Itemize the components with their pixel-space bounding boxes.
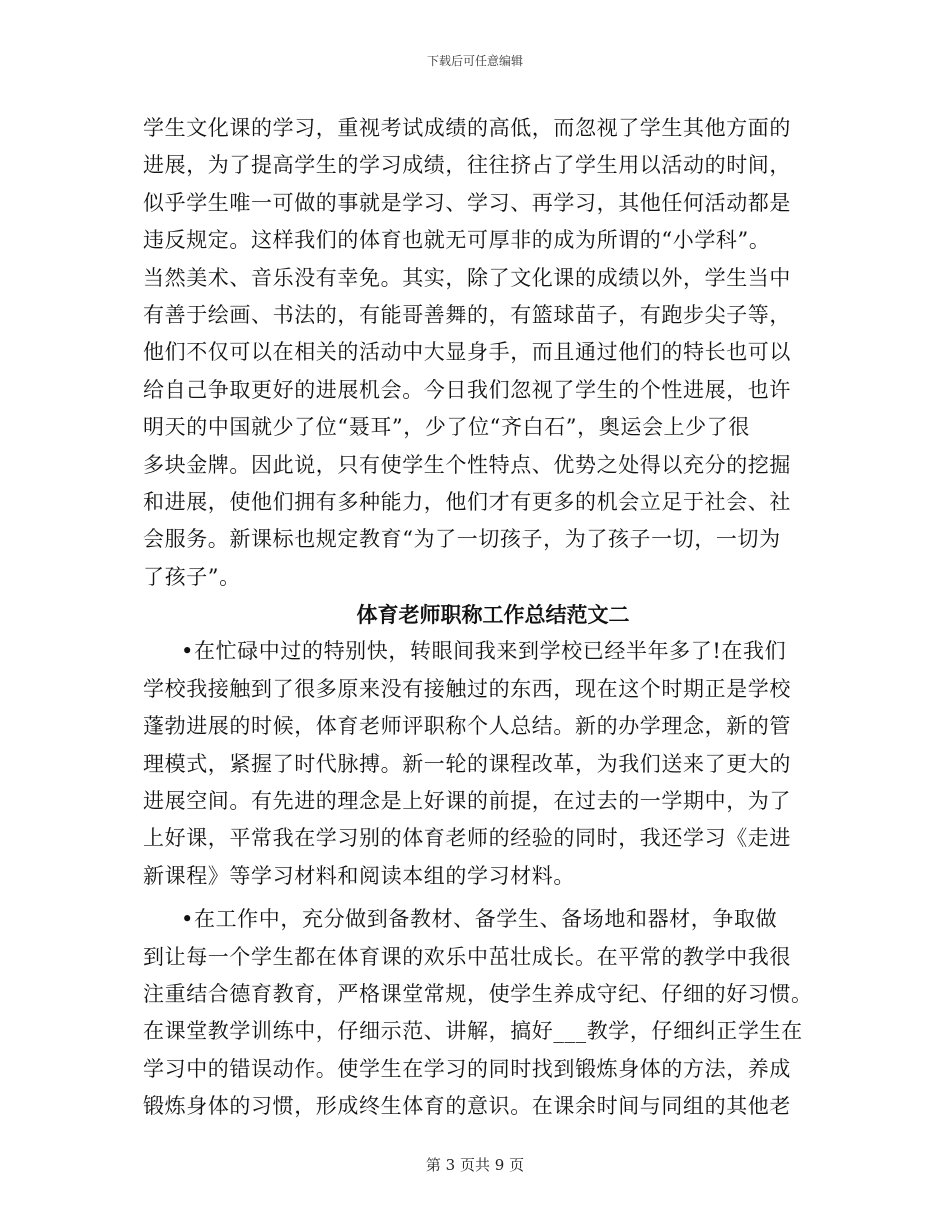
text-line: •在忙碌中过的特别快，转眼间我来到学校已经半年多了!在我们 [181, 639, 787, 664]
text-line: 在课堂教学训练中，仔细示范、讲解，搞好___教学，仔细纠正学生在 [143, 1019, 803, 1044]
text-line: 进展空间。有先进的理念是上好课的前提，在过去的一学期中，为了 [143, 789, 791, 814]
text-line: •在工作中，充分做到备教材、备学生、备场地和器材，争取做 [181, 907, 778, 932]
paragraph-1 [143, 110, 823, 596]
document-body [143, 110, 823, 1126]
text-line: 进展，为了提高学生的学习成绩，往往挤占了学生用以活动的时间， [143, 153, 791, 178]
text-line: 他们不仅可以在相关的活动中大显身手，而且通过他们的特长也可以 [143, 340, 791, 365]
page-header: 下载后可任意编辑 [426, 54, 523, 68]
text-line: 学习中的错误动作。使学生在学习的同时找到锻炼身体的方法，养成 [143, 1056, 791, 1081]
text-line: 会服务。新课标也规定教育“为了一切孩子，为了孩子一切，一切为 [143, 527, 781, 552]
paragraph-2 [143, 633, 823, 895]
text-line: 学生文化课的学习，重视考试成绩的高低，而忽视了学生其他方面的 [143, 116, 791, 140]
text-line: 违反规定。这样我们的体育也就无可厚非的成为所谓的“小学科”。 [143, 228, 771, 253]
text-line: 蓬勃进展的时候，体育老师评职称个人总结。新的办学理念，新的管 [143, 714, 791, 739]
text-line: 给自己争取更好的进展机会。今日我们忽视了学生的个性进展，也许 [143, 377, 791, 402]
text-line: 到让每一个学生都在体育课的欢乐中茁壮成长。在平常的教学中我很 [143, 944, 791, 969]
text-line: 学校我接触到了很多原来没有接触过的东西，现在这个时期正是学校 [143, 676, 791, 701]
page-footer: 第 3 页共 9 页 [425, 1156, 525, 1174]
paragraph-3 [143, 901, 823, 1125]
text-line: 了孩子”。 [143, 564, 241, 589]
text-line: 新课程》等学习材料和阅读本组的学习材料。 [143, 863, 575, 888]
text-line: 有善于绘画、书法的，有能哥善舞的，有篮球苗子，有跑步尖子等， [143, 302, 791, 327]
section-title: 体育老师职称工作总结范文二 [356, 602, 630, 628]
text-line: 多块金牌。因此说，只有使学生个性特点、优势之处得以充分的挖掘 [143, 452, 791, 477]
text-line: 和进展，使他们拥有多种能力，他们才有更多的机会立足于社会、社 [143, 489, 791, 514]
text-line: 上好课，平常我在学习别的体育老师的经验的同时，我还学习《走进 [143, 826, 791, 851]
text-line: 当然美术、音乐没有幸免。其实，除了文化课的成绩以外，学生当中 [143, 265, 791, 290]
text-line: 理模式，紧握了时代脉搏。新一轮的课程改革，为我们送来了更大的 [143, 751, 791, 776]
text-line: 明天的中国就少了位“聂耳”，少了位“齐白石”，奥运会上少了很 [143, 415, 750, 440]
text-line: 注重结合德育教育，严格课堂常规，使学生养成守纪、仔细的好习惯。 [143, 981, 813, 1006]
text-line: 锻炼身体的习惯，形成终生体育的意识。在课余时间与同组的其他老 [143, 1094, 791, 1119]
text-line: 似乎学生唯一可做的事就是学习、学习、再学习，其他任何活动都是 [143, 190, 791, 215]
